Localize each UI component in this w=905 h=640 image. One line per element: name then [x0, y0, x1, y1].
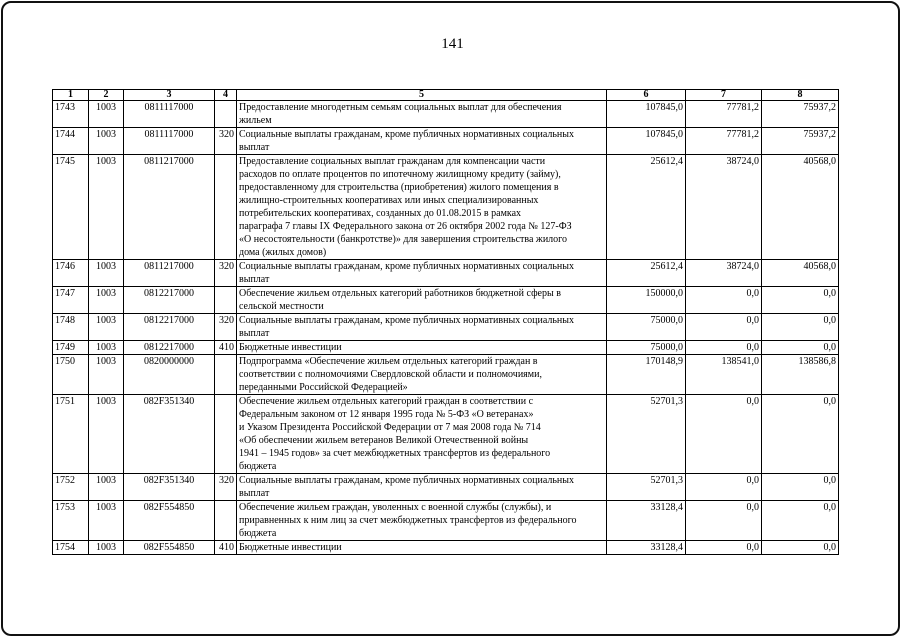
amount-cell: 170148,9 — [607, 355, 686, 395]
amount-cell: 107845,0 — [607, 128, 686, 155]
row-number-cell: 1746 — [53, 260, 89, 287]
table-row — [53, 101, 839, 128]
budget-table — [52, 89, 839, 555]
column-header: 5 — [237, 90, 607, 101]
target-article-cell: 082F351340 — [124, 395, 215, 474]
amount-cell: 40568,0 — [762, 260, 839, 287]
section-code-cell: 1003 — [89, 541, 124, 555]
amount-cell: 0,0 — [686, 474, 762, 501]
page-number: 141 — [441, 36, 464, 52]
section-code-cell: 1003 — [89, 287, 124, 314]
amount-cell: 40568,0 — [762, 155, 839, 260]
amount-cell: 150000,0 — [607, 287, 686, 314]
section-code-cell: 1003 — [89, 101, 124, 128]
section-code-cell: 1003 — [89, 314, 124, 341]
amount-cell: 75000,0 — [607, 341, 686, 355]
expense-type-cell — [215, 395, 237, 474]
expense-type-cell: 320 — [215, 314, 237, 341]
target-article-cell: 082F554850 — [124, 541, 215, 555]
row-number-cell: 1754 — [53, 541, 89, 555]
expense-type-cell — [215, 155, 237, 260]
section-code-cell: 1003 — [89, 155, 124, 260]
amount-cell: 25612,4 — [607, 155, 686, 260]
description-cell: Бюджетные инвестиции — [237, 341, 607, 355]
table-row — [53, 341, 839, 355]
amount-cell: 138586,8 — [762, 355, 839, 395]
row-number-cell: 1752 — [53, 474, 89, 501]
column-header: 2 — [89, 90, 124, 101]
section-code-cell: 1003 — [89, 341, 124, 355]
amount-cell: 0,0 — [762, 287, 839, 314]
amount-cell: 0,0 — [686, 314, 762, 341]
table-row — [53, 128, 839, 155]
table-row — [53, 395, 839, 474]
table-header-row — [53, 90, 839, 101]
expense-type-cell: 320 — [215, 474, 237, 501]
target-article-cell: 0811117000 — [124, 128, 215, 155]
target-article-cell: 0812217000 — [124, 314, 215, 341]
amount-cell: 138541,0 — [686, 355, 762, 395]
description-cell: Обеспечение жильем граждан, уволенных с военной службы (службы), и приравненных к ним лиц за счет межбюджетных трансфертов из федерального бюджета — [237, 501, 607, 541]
amount-cell: 52701,3 — [607, 395, 686, 474]
table-row — [53, 287, 839, 314]
description-cell: Социальные выплаты гражданам, кроме публичных нормативных социальных выплат — [237, 314, 607, 341]
row-number-cell: 1750 — [53, 355, 89, 395]
amount-cell: 0,0 — [762, 341, 839, 355]
table-row — [53, 501, 839, 541]
target-article-cell: 0811217000 — [124, 260, 215, 287]
description-cell: Предоставление социальных выплат гражданам для компенсации части расходов по оплате процентов по ипотечному жилищному кредиту (займу), предоставленному для строительства (приобретения) жилого помещения в жилищно-строительных кооперативах или иных специализированных потребительских кооперативах, созданных до 01.08.2015 в рамках параграфа 7 главы IX Федерального закона от 26 октября 2002 года № 127-ФЗ «О несостоятельности (банкротстве)» для завершения строительства жилого дома (жилых домов) — [237, 155, 607, 260]
table-row — [53, 541, 839, 555]
row-number-cell: 1743 — [53, 101, 89, 128]
target-article-cell: 0812217000 — [124, 341, 215, 355]
amount-cell: 0,0 — [686, 501, 762, 541]
expense-type-cell: 320 — [215, 128, 237, 155]
column-header: 3 — [124, 90, 215, 101]
expense-type-cell — [215, 101, 237, 128]
expense-type-cell — [215, 355, 237, 395]
amount-cell: 38724,0 — [686, 260, 762, 287]
expense-type-cell — [215, 287, 237, 314]
amount-cell: 77781,2 — [686, 101, 762, 128]
amount-cell: 0,0 — [686, 395, 762, 474]
row-number-cell: 1748 — [53, 314, 89, 341]
description-cell: Социальные выплаты гражданам, кроме публичных нормативных социальных выплат — [237, 474, 607, 501]
column-header: 6 — [607, 90, 686, 101]
amount-cell: 77781,2 — [686, 128, 762, 155]
expense-type-cell: 410 — [215, 341, 237, 355]
section-code-cell: 1003 — [89, 474, 124, 501]
amount-cell: 0,0 — [686, 341, 762, 355]
table-row — [53, 474, 839, 501]
target-article-cell: 0812217000 — [124, 287, 215, 314]
amount-cell: 75937,2 — [762, 128, 839, 155]
description-cell: Предоставление многодетным семьям социальных выплат для обеспечения жильем — [237, 101, 607, 128]
amount-cell: 0,0 — [686, 287, 762, 314]
target-article-cell: 0811117000 — [124, 101, 215, 128]
amount-cell: 75937,2 — [762, 101, 839, 128]
amount-cell: 38724,0 — [686, 155, 762, 260]
column-header: 7 — [686, 90, 762, 101]
amount-cell: 107845,0 — [607, 101, 686, 128]
column-header: 4 — [215, 90, 237, 101]
amount-cell: 0,0 — [686, 541, 762, 555]
amount-cell: 0,0 — [762, 395, 839, 474]
row-number-cell: 1753 — [53, 501, 89, 541]
description-cell: Подпрограмма «Обеспечение жильем отдельных категорий граждан в соответствии с полномочиями Свердловской области и полномочиями, переданными Российской Федерацией» — [237, 355, 607, 395]
description-cell: Обеспечение жильем отдельных категорий работников бюджетной сферы в сельской местности — [237, 287, 607, 314]
amount-cell: 33128,4 — [607, 501, 686, 541]
row-number-cell: 1745 — [53, 155, 89, 260]
expense-type-cell — [215, 501, 237, 541]
table-row — [53, 155, 839, 260]
amount-cell: 0,0 — [762, 474, 839, 501]
target-article-cell: 082F554850 — [124, 501, 215, 541]
column-header: 1 — [53, 90, 89, 101]
column-header: 8 — [762, 90, 839, 101]
target-article-cell: 0820000000 — [124, 355, 215, 395]
section-code-cell: 1003 — [89, 395, 124, 474]
expense-type-cell: 320 — [215, 260, 237, 287]
row-number-cell: 1749 — [53, 341, 89, 355]
amount-cell: 25612,4 — [607, 260, 686, 287]
description-cell: Социальные выплаты гражданам, кроме публичных нормативных социальных выплат — [237, 260, 607, 287]
target-article-cell: 0811217000 — [124, 155, 215, 260]
amount-cell: 75000,0 — [607, 314, 686, 341]
row-number-cell: 1747 — [53, 287, 89, 314]
section-code-cell: 1003 — [89, 128, 124, 155]
row-number-cell: 1744 — [53, 128, 89, 155]
table-row — [53, 314, 839, 341]
row-number-cell: 1751 — [53, 395, 89, 474]
expense-type-cell: 410 — [215, 541, 237, 555]
amount-cell: 33128,4 — [607, 541, 686, 555]
description-cell: Бюджетные инвестиции — [237, 541, 607, 555]
amount-cell: 0,0 — [762, 314, 839, 341]
target-article-cell: 082F351340 — [124, 474, 215, 501]
amount-cell: 0,0 — [762, 501, 839, 541]
amount-cell: 52701,3 — [607, 474, 686, 501]
table-row — [53, 260, 839, 287]
amount-cell: 0,0 — [762, 541, 839, 555]
description-cell: Социальные выплаты гражданам, кроме публичных нормативных социальных выплат — [237, 128, 607, 155]
section-code-cell: 1003 — [89, 501, 124, 541]
description-cell: Обеспечение жильем отдельных категорий граждан в соответствии с Федеральным законом от 12 января 1995 года № 5-ФЗ «О ветеранах» и Указом Президента Российской Федерации от 7 мая 2008 года № 714 «Об обеспечении жильем ветеранов Великой Отечественной войны 1941 – 1945 годов» за счет межбюджетных трансфертов из федерального бюджета — [237, 395, 607, 474]
table-row — [53, 355, 839, 395]
section-code-cell: 1003 — [89, 355, 124, 395]
section-code-cell: 1003 — [89, 260, 124, 287]
